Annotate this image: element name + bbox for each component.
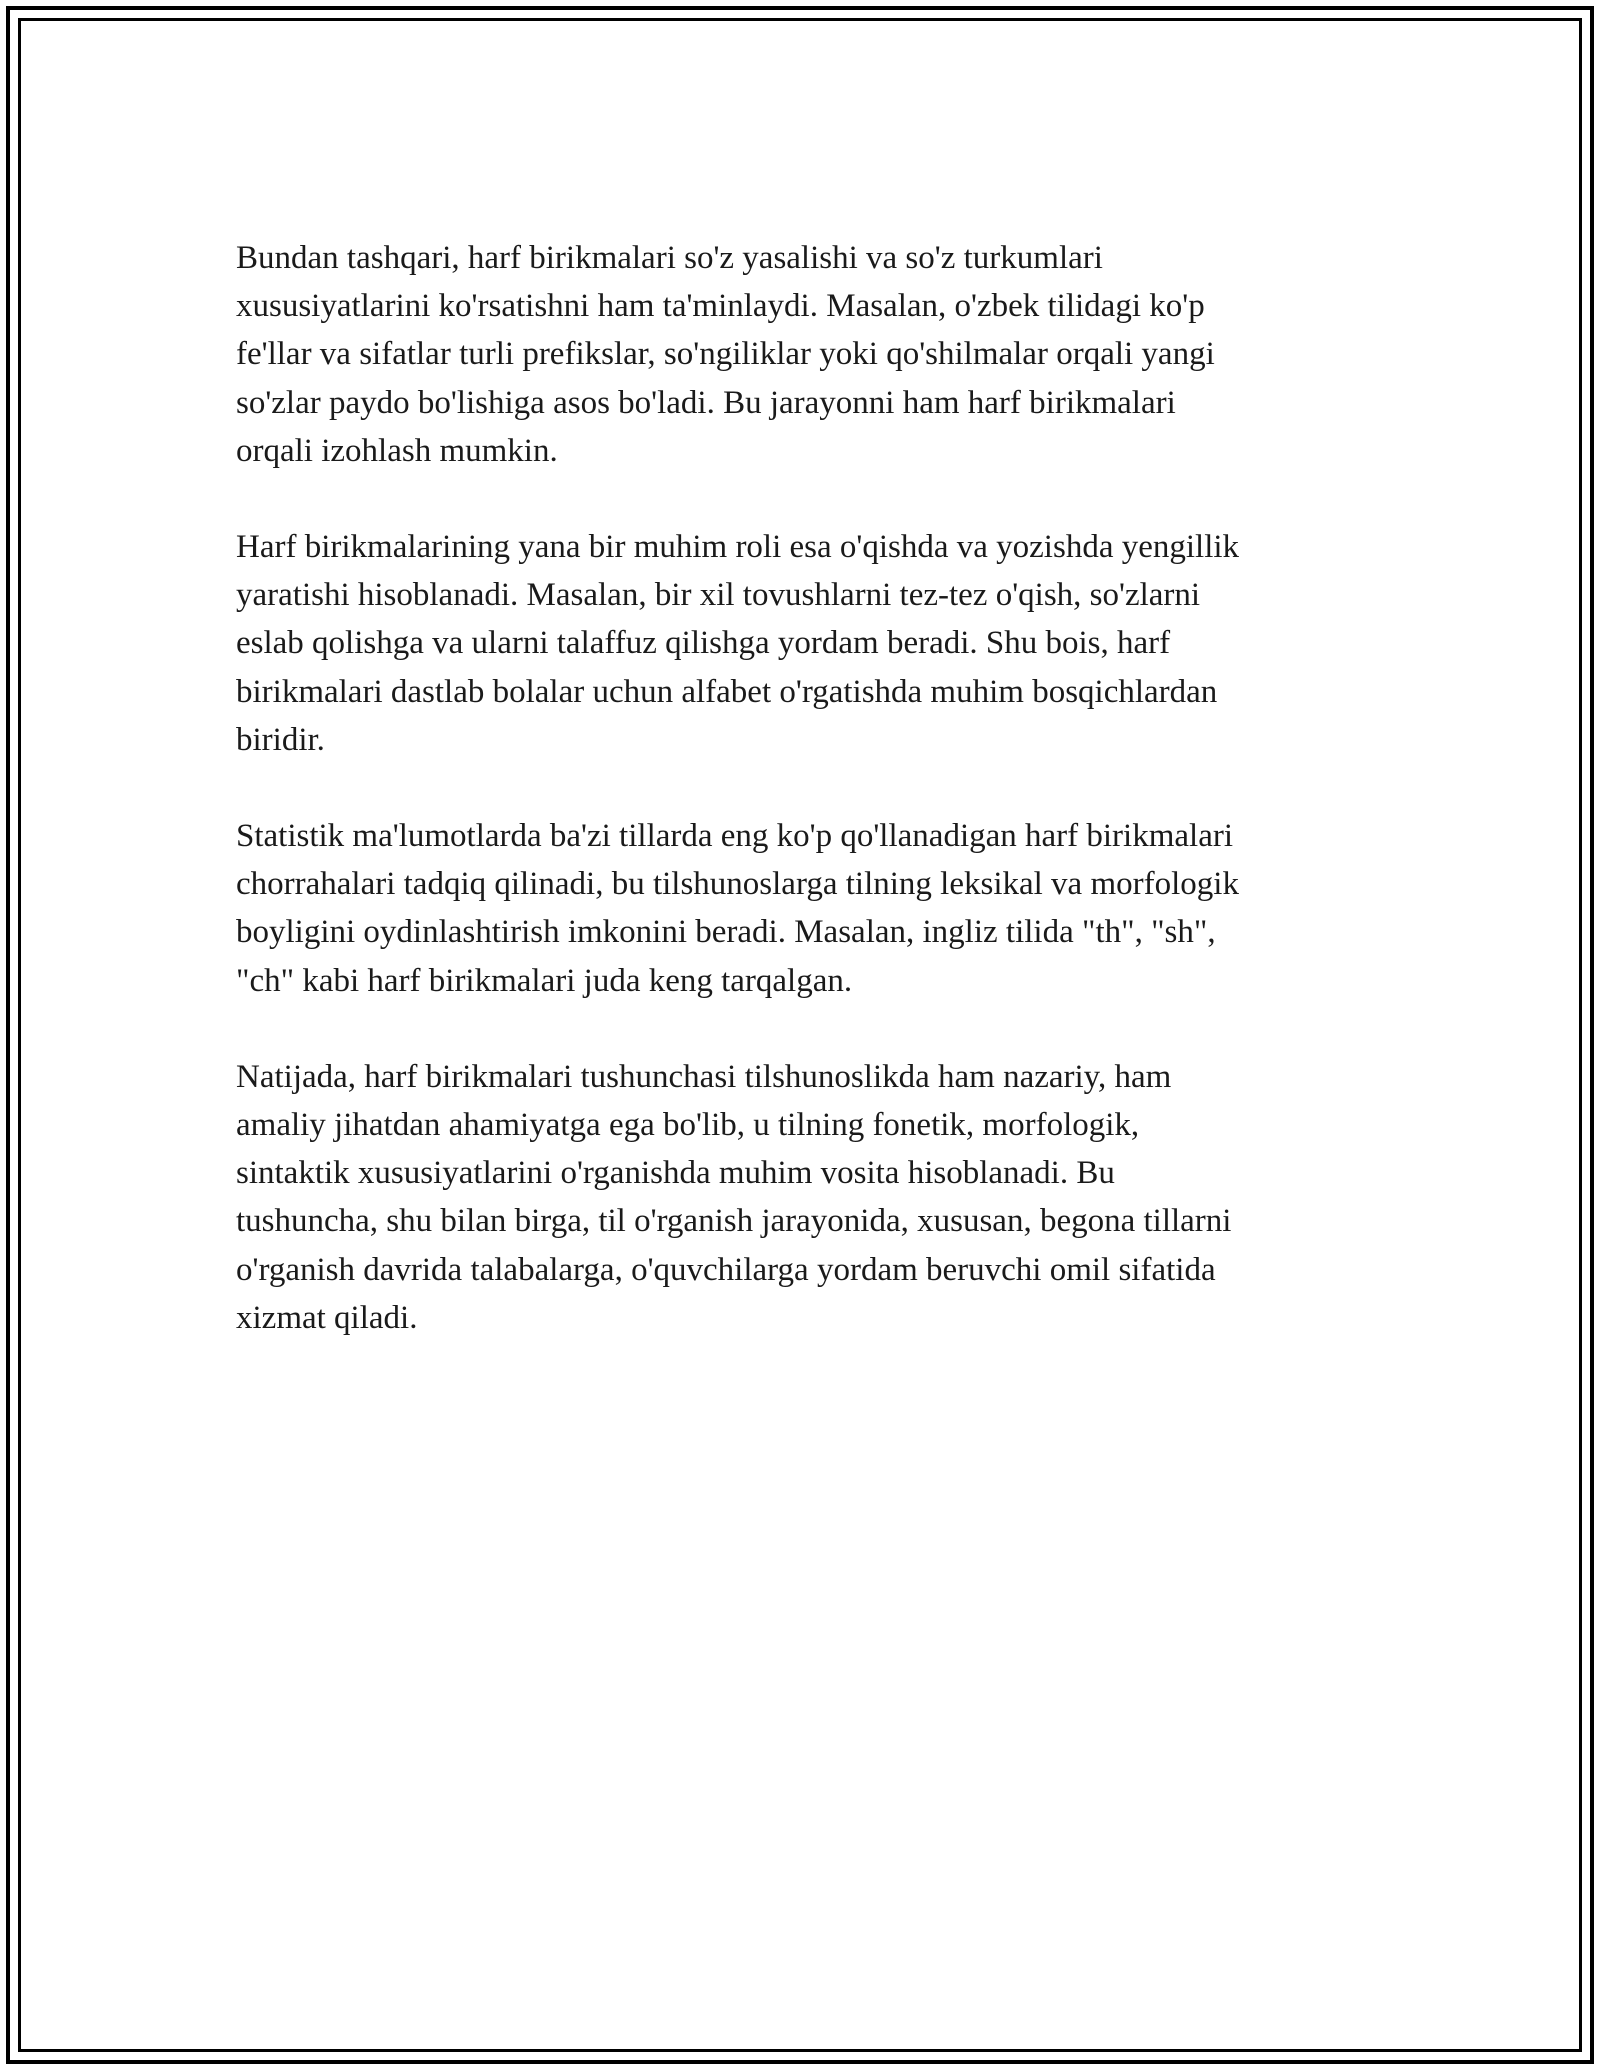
text-line: Natijada, harf birikmalari tushunchasi tilshunoslikda ham nazariy, ham [236, 1058, 1172, 1095]
text-line: birikmalari dastlab bolalar uchun alfabet o'rgatishda muhim bosqichlardan [236, 673, 1218, 710]
text-line: eslab qolishga va ularni talaffuz qilishga yordam beradi. Shu bois, harf [236, 625, 1171, 662]
paragraph-conclusion [236, 1053, 1376, 1342]
paragraph-reading-writing [236, 523, 1376, 764]
text-line: orqali izohlash mumkin. [236, 432, 558, 469]
text-line: fe'llar va sifatlar turli prefikslar, so'ngiliklar yoki qo'shilmalar orqali yangi [236, 336, 1215, 373]
text-line: yaratishi hisoblanadi. Masalan, bir xil tovushlarni tez-tez o'qish, so'zlarni [236, 577, 1201, 614]
text-line: tushuncha, shu bilan birga, til o'rganish jarayonida, xususan, begona tillarni [236, 1203, 1232, 1240]
text-line: o'rganish davrida talabalarga, o'quvchilarga yordam beruvchi omil sifatida [236, 1251, 1216, 1288]
text-line: amaliy jihatdan ahamiyatga ega bo'lib, u tilning fonetik, morfologik, [236, 1107, 1140, 1144]
text-line: Statistik ma'lumotlarda ba'zi tillarda eng ko'p qo'llanadigan harf birikmalari [236, 818, 1233, 855]
text-line: Harf birikmalarining yana bir muhim roli esa o'qishda va yozishda yengillik [236, 529, 1240, 566]
text-line: biridir. [236, 721, 325, 758]
text-line: xususiyatlarini ko'rsatishni ham ta'minlaydi. Masalan, o'zbek tilidagi ko'p [236, 288, 1205, 325]
document-body [236, 234, 1376, 1390]
paragraph-word-formation [236, 234, 1376, 475]
text-line: so'zlar paydo bo'lishiga asos bo'ladi. Bu jarayonni ham harf birikmalari [236, 384, 1176, 421]
text-line: chorrahalari tadqiq qilinadi, bu tilshunoslarga tilning leksikal va morfologik [236, 866, 1239, 903]
text-line: sintaktik xususiyatlarini o'rganishda muhim vosita hisoblanadi. Bu [236, 1155, 1115, 1192]
text-line: "ch" kabi harf birikmalari juda keng tarqalgan. [236, 962, 853, 999]
text-line: Bundan tashqari, harf birikmalari so'z yasalishi va so'z turkumlari [236, 240, 1103, 276]
text-line: xizmat qiladi. [236, 1299, 418, 1336]
paragraph-statistics [236, 812, 1376, 1005]
text-line: boyligini oydinlashtirish imkonini beradi. Masalan, ingliz tilida "th", "sh", [236, 914, 1216, 951]
